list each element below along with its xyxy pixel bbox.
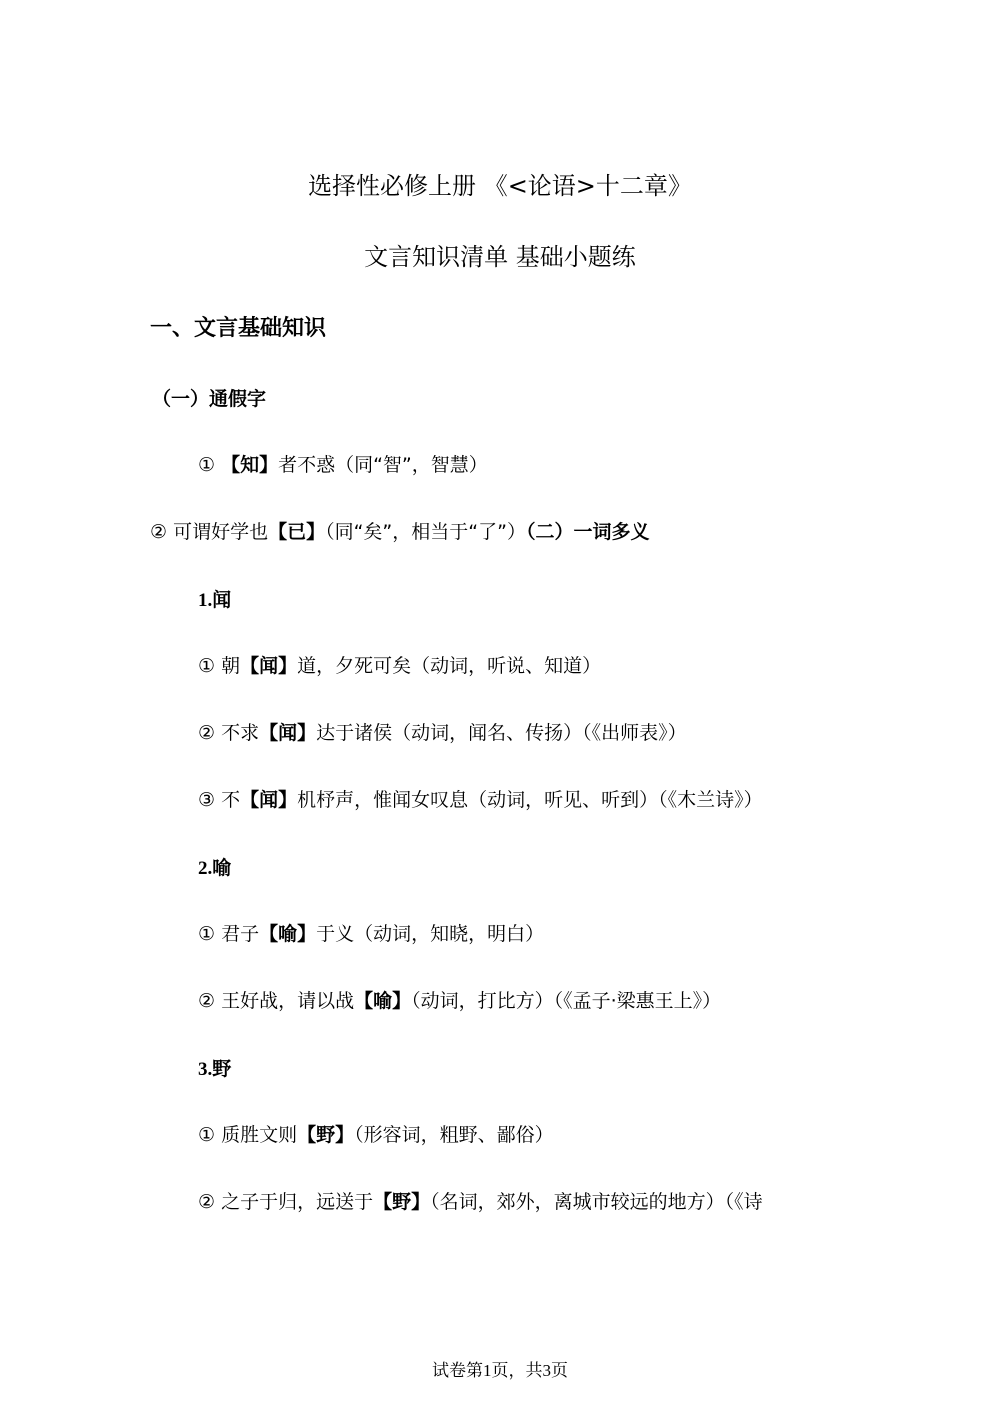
section-heading: 一、文言基础知识 bbox=[150, 316, 327, 341]
page-title: 选择性必修上册 《<论语>十二章》 bbox=[308, 172, 692, 200]
list-item: ① 君子【喻】于义（动词，知晓，明白） bbox=[198, 923, 545, 945]
list-item: ② 不求【闻】达于诸侯（动词，闻名、传扬）（《出师表》） bbox=[198, 722, 687, 744]
word-label-ye: 3.野 bbox=[198, 1059, 232, 1080]
list-item: ② 王好战，请以战【喻】（动词，打比方）（《孟子·梁惠王上》） bbox=[198, 990, 722, 1012]
list-item: ① 【知】者不惑（同“智”，智慧） bbox=[198, 454, 488, 476]
word-label-yu: 2.喻 bbox=[198, 858, 232, 879]
list-item: ① 朝【闻】道，夕死可矣（动词，听说、知道） bbox=[198, 655, 602, 677]
page-subtitle: 文言知识清单 基础小题练 bbox=[364, 243, 636, 271]
list-item: ③ 不【闻】机杼声，惟闻女叹息（动词，听见、听到）（《木兰诗》） bbox=[198, 789, 763, 811]
subsection-heading-yicıduoyi: （二）一词多义 bbox=[525, 521, 650, 543]
page-footer: 试卷第1页，共3页 bbox=[432, 1361, 568, 1380]
list-item: ② 之子于归，远送于【野】（名词，郊外，离城市较远的地方）（《诗 bbox=[198, 1191, 763, 1213]
list-item: ① 质胜文则【野】（形容词，粗野、鄙俗） bbox=[198, 1124, 554, 1146]
word-label-wen: 1.闻 bbox=[198, 590, 232, 611]
subsection-heading-tongjiazi: （一）通假字 bbox=[152, 388, 267, 410]
list-item: ② 可谓好学也【已】（同“矣”，相当于“了”）（二）一词多义 bbox=[150, 521, 650, 543]
